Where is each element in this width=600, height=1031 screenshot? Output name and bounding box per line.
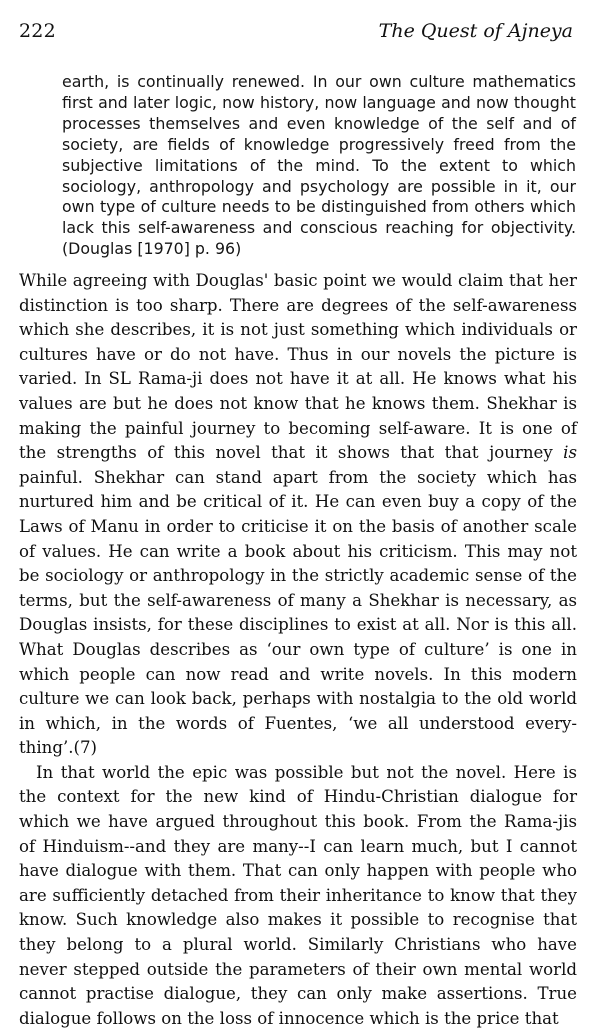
paragraph-1 bbox=[19, 269, 577, 761]
running-head: The Quest of Ajneya bbox=[378, 20, 573, 42]
body-text bbox=[19, 269, 577, 1031]
block-quote bbox=[62, 72, 576, 260]
paragraph-1-part-a: While agreeing with Douglas' basic point we would claim that her distinction is too sharp. There are degrees of the self-awareness which she describes, it is not just something which individuals or cultures have or do not have. Thus in our novels the picture is varied. In SL Rama-ji does not have it at all. He knows what his values are but he does not know that he knows them. Shekhar is making the painful journey to becoming self-aware. It is one of the strengths of this novel that it shows that that journey bbox=[19, 271, 577, 463]
page-number: 222 bbox=[19, 20, 56, 42]
paragraph-1-part-b: painful. Shekhar can stand apart from the society which has nurtured him and be critical of it. He can even buy a copy of the Laws of Manu in order to criticise it on the basis of another scale of values. He can write a book about his criticism. This may not be sociology or anthropology in the strictly academic sense of the terms, but the self-awareness of many a Shekhar is necessary, as Douglas insists, for these disciplines to exist at all. Nor is this all. What Douglas describes as ‘our own type of culture’ is one in which people can now read and write novels. In this modern culture we can look back, perhaps with nostalgia to the old world in which, in the words of Fuentes, ‘we all understood every-thing’.(7) bbox=[19, 467, 577, 758]
emphasis-is: is bbox=[563, 443, 577, 463]
block-quote-text: earth, is continually renewed. In our own culture mathematics first and later logic, now history, now language and now thought processes themselves and even knowledge of the self and of society, are fields of knowledge progressively freed from the subjective limitations of the mind. To the extent to which sociology, anthropology and psychology are possible in it, our own type of culture needs to be distinguished from others which lack this self-awareness and conscious reaching for objectivity.(Douglas [1970] p. 96) bbox=[62, 72, 576, 259]
page-header bbox=[19, 20, 573, 50]
paragraph-2: In that world the epic was possible but not the novel. Here is the context for the new kind of Hindu-Christian dialogue for which we have argued throughout this book. From the Rama-jis of Hinduism--and they are many--I can learn much, but I cannot have dialogue with them. That can only happen with people who are sufficiently detached from their inheritance to know that they know. Such knowledge also makes it possible to recognise that they belong to a plural world. Similarly Christians who have never stepped outside the parameters of their own mental world cannot practise dialogue, they can only make assertions. True dialogue follows on the loss of innocence which is the price that bbox=[19, 762, 577, 1028]
